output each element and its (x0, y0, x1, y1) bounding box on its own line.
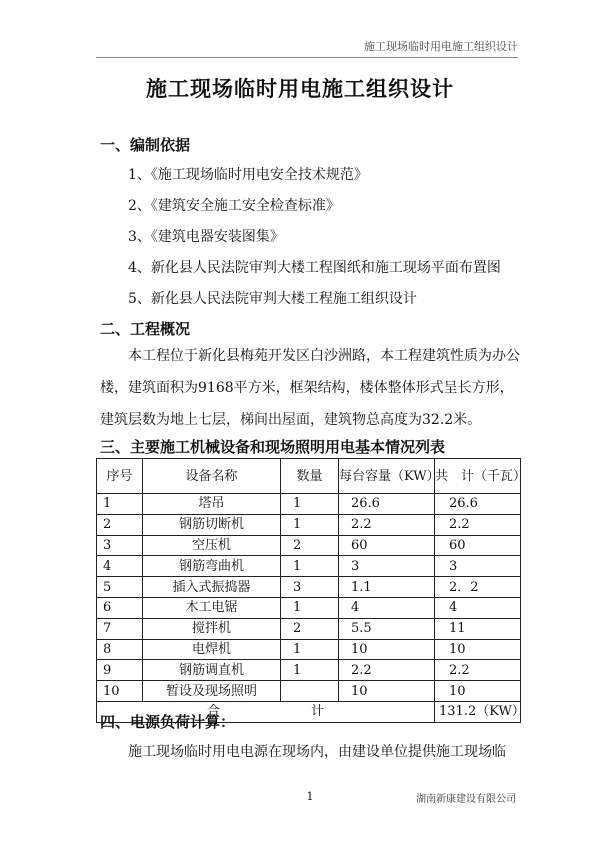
cell-capacity: 10 (339, 681, 435, 702)
basis-item-2: 2、《建筑安全施工安全检查标准》 (128, 198, 340, 214)
cell-total: 10 (435, 639, 521, 660)
cell-qty: 1 (281, 639, 339, 660)
project-overview-paragraph: 本工程位于新化县梅苑开发区白沙洲路，本工程建筑性质为办公楼，建筑面积为9168平方米，框架结构，楼体整体形式呈长方形，建筑层数为地上七层，梯间出屋面，建筑物总高度为32.2米。 (100, 348, 520, 428)
cell-total: 11 (435, 618, 521, 639)
header-no: 序号 (97, 459, 143, 494)
table-row (97, 681, 521, 702)
cell-no: 5 (97, 577, 143, 598)
cell-qty: 1 (281, 494, 339, 515)
cell-qty: 1 (281, 660, 339, 681)
basis-item-3: 3、《建筑电器安装图集》 (128, 229, 284, 245)
header-qty: 数量 (281, 459, 339, 494)
cell-qty: 1 (281, 597, 339, 618)
table-row (97, 556, 521, 577)
section-2-heading: 二、工程概况 (100, 320, 191, 338)
table-row (97, 494, 521, 515)
cell-capacity: 2.2 (339, 514, 435, 535)
sum-label: 合 计 (97, 701, 435, 722)
cell-qty: 1 (281, 514, 339, 535)
cell-capacity: 26.6 (339, 494, 435, 515)
cell-total: 2.2 (435, 514, 521, 535)
cell-total: 3 (435, 556, 521, 577)
footer-company: 湖南新康建设有限公司 (416, 794, 516, 805)
basis-item-5: 5、新化县人民法院审判大楼工程施工组织设计 (128, 291, 417, 307)
page-title: 施工现场临时用电施工组织设计 (146, 76, 454, 101)
cell-capacity: 60 (339, 535, 435, 556)
cell-name: 钢筋弯曲机 (143, 556, 281, 577)
cell-capacity: 10 (339, 639, 435, 660)
cell-capacity: 2.2 (339, 660, 435, 681)
cell-total: 26.6 (435, 494, 521, 515)
section-3-heading: 三、主要施工机械设备和现场照明用电基本情况列表 (100, 438, 446, 456)
basis-item-1: 1、《施工现场临时用电安全技术规范》 (128, 167, 368, 183)
header-capacity: 每台容量（KW） (339, 459, 435, 494)
cell-no: 6 (97, 597, 143, 618)
table-row (97, 535, 521, 556)
cell-total: 2.2 (435, 660, 521, 681)
cell-qty: 3 (281, 577, 339, 598)
cell-total: 60 (435, 535, 521, 556)
cell-no: 10 (97, 681, 143, 702)
power-load-paragraph: 施工现场临时用电电源在现场内，由建设单位提供施工现场临 (128, 744, 506, 760)
cell-name: 电焊机 (143, 639, 281, 660)
section-4-heading: 四、电源负荷计算： (100, 713, 236, 731)
table-row (97, 514, 521, 535)
equipment-table (96, 458, 527, 723)
cell-no: 2 (97, 514, 143, 535)
cell-capacity: 4 (339, 597, 435, 618)
cell-qty: 1 (281, 556, 339, 577)
cell-name: 暂设及现场照明 (143, 681, 281, 702)
cell-name: 插入式振捣器 (143, 577, 281, 598)
cell-total: 4 (435, 597, 521, 618)
cell-name: 钢筋调直机 (143, 660, 281, 681)
cell-name: 空压机 (143, 535, 281, 556)
table-row (97, 597, 521, 618)
header-total: 共 计（千瓦） (435, 459, 521, 494)
table-row (97, 577, 521, 598)
cell-no: 1 (97, 494, 143, 515)
table-header-row (97, 459, 521, 494)
cell-capacity: 1.1 (339, 577, 435, 598)
cell-no: 4 (97, 556, 143, 577)
table-row (97, 660, 521, 681)
cell-no: 3 (97, 535, 143, 556)
section-1-heading: 一、编制依据 (100, 136, 191, 154)
cell-name: 塔吊 (143, 494, 281, 515)
cell-capacity: 5.5 (339, 618, 435, 639)
basis-item-4: 4、新化县人民法院审判大楼工程图纸和施工现场平面布置图 (128, 260, 501, 276)
cell-name: 木工电锯 (143, 597, 281, 618)
page-number: 1 (306, 790, 314, 803)
cell-qty: 2 (281, 535, 339, 556)
header-name: 设备名称 (143, 459, 281, 494)
cell-capacity: 3 (339, 556, 435, 577)
cell-name: 搅拌机 (143, 618, 281, 639)
cell-qty: 2 (281, 618, 339, 639)
sum-value: 131.2（KW） (435, 701, 521, 722)
cell-total: 2．2 (435, 577, 521, 598)
cell-qty (281, 681, 339, 702)
cell-no: 9 (97, 660, 143, 681)
table-row (97, 618, 521, 639)
cell-total: 10 (435, 681, 521, 702)
cell-no: 8 (97, 639, 143, 660)
table-row (97, 639, 521, 660)
cell-no: 7 (97, 618, 143, 639)
cell-name: 钢筋切断机 (143, 514, 281, 535)
running-header: 施工现场临时用电施工组织设计 (96, 38, 518, 58)
